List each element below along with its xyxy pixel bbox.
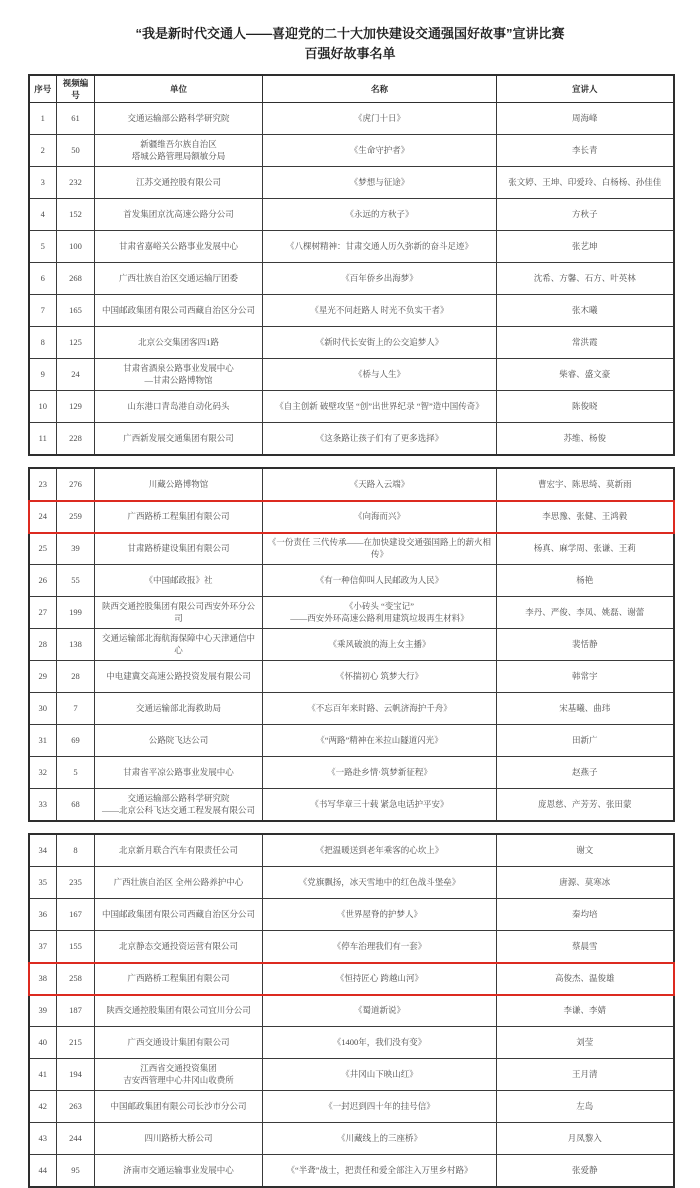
table-row: [29, 199, 674, 231]
cell-video-no: 100: [57, 231, 95, 263]
cell-unit: 广西路桥工程集团有限公司: [95, 963, 263, 995]
cell-story-title: 《永远的方秋子》: [263, 199, 497, 231]
cell-unit: 交通运输部北海航海保障中心天津通信中心: [95, 629, 263, 661]
cell-story-title: 《恒持匠心 跨越山河》: [263, 963, 497, 995]
cell-speaker: 杨真、麻学周、张谦、王莉: [497, 533, 674, 565]
cell-unit: 北京公交集团客四1路: [95, 327, 263, 359]
cell-seq-no: 1: [29, 103, 57, 135]
cell-seq-no: 41: [29, 1059, 57, 1091]
cell-video-no: 55: [57, 565, 95, 597]
cell-speaker: 张艺坤: [497, 231, 674, 263]
table-row: [29, 263, 674, 295]
cell-story-title: 《自主创新 破壁攻坚 “创”出世界纪录 “智”造中国传奇》: [263, 391, 497, 423]
table-row: [29, 789, 674, 822]
cell-story-title: 《书写华章三十载 紧急电话护平安》: [263, 789, 497, 822]
cell-seq-no: 29: [29, 661, 57, 693]
cell-video-no: 258: [57, 963, 95, 995]
cell-speaker: 张木曦: [497, 295, 674, 327]
table-row: [29, 103, 674, 135]
table-row: [29, 231, 674, 263]
table-row: [29, 1059, 674, 1091]
cell-story-title: 《新时代长安街上的公交追梦人》: [263, 327, 497, 359]
cell-video-no: 215: [57, 1027, 95, 1059]
cell-story-title: 《星光不问赶路人 时光不负实干者》: [263, 295, 497, 327]
cell-story-title: 《停车治理我们有一套》: [263, 931, 497, 963]
cell-speaker: 李思豫、张健、王鸿毅: [497, 501, 674, 533]
table-row: [29, 661, 674, 693]
cell-video-no: 50: [57, 135, 95, 167]
cell-unit: 首发集团京沈高速公路分公司: [95, 199, 263, 231]
cell-unit: 交通运输部北海救助局: [95, 693, 263, 725]
cell-speaker: 唐源、莫寒冰: [497, 867, 674, 899]
cell-unit: 中国邮政集团有限公司长沙市分公司: [95, 1091, 263, 1123]
cell-unit: 交通运输部公路科学研究院 ——北京公科飞达交通工程发展有限公司: [95, 789, 263, 822]
cell-video-no: 152: [57, 199, 95, 231]
cell-story-title: 《川藏线上的三座桥》: [263, 1123, 497, 1155]
cell-seq-no: 43: [29, 1123, 57, 1155]
cell-unit: 江西省交通投资集团 吉安西管理中心井冈山收费所: [95, 1059, 263, 1091]
table-row: [29, 391, 674, 423]
cell-seq-no: 7: [29, 295, 57, 327]
cell-seq-no: 11: [29, 423, 57, 456]
header-cell-video-no: 视频编号: [57, 75, 95, 103]
cell-unit: 江苏交通控股有限公司: [95, 167, 263, 199]
highlighted-table-row: [29, 963, 674, 995]
cell-speaker: 杨艳: [497, 565, 674, 597]
cell-story-title: 《这条路让孩子们有了更多选择》: [263, 423, 497, 456]
cell-story-title: 《“半聋”战士，把责任和爱全部注入万里乡村路》: [263, 1155, 497, 1188]
cell-video-no: 244: [57, 1123, 95, 1155]
cell-story-title: 《天路入云端》: [263, 468, 497, 501]
table-row: [29, 899, 674, 931]
cell-speaker: 韩常宇: [497, 661, 674, 693]
cell-video-no: 95: [57, 1155, 95, 1188]
cell-video-no: 8: [57, 834, 95, 867]
cell-speaker: 刘莹: [497, 1027, 674, 1059]
table-row: [29, 834, 674, 867]
cell-video-no: 61: [57, 103, 95, 135]
cell-video-no: 7: [57, 693, 95, 725]
header-cell-speaker: 宣讲人: [497, 75, 674, 103]
cell-unit: 甘肃省平凉公路事业发展中心: [95, 757, 263, 789]
cell-unit: 北京新月联合汽车有限责任公司: [95, 834, 263, 867]
cell-unit: 甘肃路桥建设集团有限公司: [95, 533, 263, 565]
roster-tables-container: [28, 74, 673, 1188]
cell-video-no: 276: [57, 468, 95, 501]
cell-seq-no: 36: [29, 899, 57, 931]
cell-seq-no: 26: [29, 565, 57, 597]
header-row: [29, 75, 674, 103]
cell-unit: 中国邮政集团有限公司西藏自治区分公司: [95, 295, 263, 327]
cell-seq-no: 30: [29, 693, 57, 725]
cell-speaker: 周海峰: [497, 103, 674, 135]
cell-story-title: 《井冈山下映山红》: [263, 1059, 497, 1091]
cell-story-title: 《把温暖送到老年乘客的心坎上》: [263, 834, 497, 867]
cell-unit: 交通运输部公路科学研究院: [95, 103, 263, 135]
cell-story-title: 《虎门十日》: [263, 103, 497, 135]
cell-seq-no: 23: [29, 468, 57, 501]
table-row: [29, 597, 674, 629]
cell-seq-no: 3: [29, 167, 57, 199]
cell-seq-no: 8: [29, 327, 57, 359]
cell-unit: 甘肃省嘉峪关公路事业发展中心: [95, 231, 263, 263]
cell-unit: 中电建冀交高速公路投资发展有限公司: [95, 661, 263, 693]
cell-video-no: 232: [57, 167, 95, 199]
table-row: [29, 995, 674, 1027]
cell-story-title: 《生命守护者》: [263, 135, 497, 167]
table-row: [29, 725, 674, 757]
cell-unit: 陕西交通控股集团有限公司西安外环分公司: [95, 597, 263, 629]
cell-video-no: 199: [57, 597, 95, 629]
cell-story-title: 《世界屋脊的护梦人》: [263, 899, 497, 931]
cell-seq-no: 24: [29, 501, 57, 533]
page-title-line2: 百强好故事名单: [304, 46, 396, 62]
roster-table-section-1: [28, 74, 675, 456]
cell-unit: 山东港口青岛港自动化码头: [95, 391, 263, 423]
cell-story-title: 《桥与人生》: [263, 359, 497, 391]
cell-unit: 新疆维吾尔族自治区 塔城公路管理局额敏分局: [95, 135, 263, 167]
cell-seq-no: 37: [29, 931, 57, 963]
cell-speaker: 方秋子: [497, 199, 674, 231]
cell-speaker: 蔡晨雪: [497, 931, 674, 963]
cell-unit: 公路院飞达公司: [95, 725, 263, 757]
cell-story-title: 《有一种信仰叫人民邮政为人民》: [263, 565, 497, 597]
cell-speaker: 苏维、杨俊: [497, 423, 674, 456]
cell-unit: 广西壮族自治区 全州公路养护中心: [95, 867, 263, 899]
cell-speaker: 常洪霞: [497, 327, 674, 359]
cell-video-no: 263: [57, 1091, 95, 1123]
cell-speaker: 高俊杰、温俊雄: [497, 963, 674, 995]
cell-unit: 陕西交通控股集团有限公司宜川分公司: [95, 995, 263, 1027]
cell-video-no: 24: [57, 359, 95, 391]
header-cell-seq-no: 序号: [29, 75, 57, 103]
cell-unit: 《中国邮政报》社: [95, 565, 263, 597]
cell-speaker: 裴恬静: [497, 629, 674, 661]
cell-video-no: 228: [57, 423, 95, 456]
highlighted-table-row: [29, 501, 674, 533]
cell-unit: 四川路桥大桥公司: [95, 1123, 263, 1155]
roster-table-section-2: [28, 467, 675, 822]
cell-seq-no: 44: [29, 1155, 57, 1188]
table-row: [29, 1155, 674, 1188]
cell-video-no: 155: [57, 931, 95, 963]
cell-video-no: 5: [57, 757, 95, 789]
table-row: [29, 423, 674, 456]
header-cell-story-title: 名称: [263, 75, 497, 103]
cell-seq-no: 4: [29, 199, 57, 231]
cell-video-no: 69: [57, 725, 95, 757]
cell-speaker: 秦均培: [497, 899, 674, 931]
page-title: [20, 24, 680, 64]
cell-speaker: 陈俊晓: [497, 391, 674, 423]
cell-seq-no: 25: [29, 533, 57, 565]
cell-seq-no: 2: [29, 135, 57, 167]
table-row: [29, 1091, 674, 1123]
table-row: [29, 295, 674, 327]
table-row: [29, 1027, 674, 1059]
cell-video-no: 28: [57, 661, 95, 693]
table-row: [29, 468, 674, 501]
cell-story-title: 《不忘百年来时路、云帆济海护千舟》: [263, 693, 497, 725]
roster-table-section-3: [28, 833, 675, 1188]
table-row: [29, 757, 674, 789]
table-row: [29, 359, 674, 391]
cell-seq-no: 40: [29, 1027, 57, 1059]
table-row: [29, 167, 674, 199]
cell-speaker: 沈希、方馨、石方、叶英林: [497, 263, 674, 295]
cell-video-no: 125: [57, 327, 95, 359]
cell-speaker: 柴睿、盛文豪: [497, 359, 674, 391]
cell-story-title: 《乘风破浪的海上女主播》: [263, 629, 497, 661]
cell-speaker: 张爱静: [497, 1155, 674, 1188]
cell-seq-no: 33: [29, 789, 57, 822]
cell-seq-no: 42: [29, 1091, 57, 1123]
page-title-line1: “我是新时代交通人——喜迎党的二十大加快建设交通强国好故事”宣讲比赛: [135, 26, 565, 41]
cell-story-title: 《一份责任 三代传承——在加快建设交通强国路上的薪火相传》: [263, 533, 497, 565]
cell-story-title: 《蜀道新说》: [263, 995, 497, 1027]
cell-seq-no: 27: [29, 597, 57, 629]
cell-seq-no: 32: [29, 757, 57, 789]
table-row: [29, 327, 674, 359]
table-row: [29, 565, 674, 597]
cell-unit: 中国邮政集团有限公司西藏自治区分公司: [95, 899, 263, 931]
cell-seq-no: 35: [29, 867, 57, 899]
table-row: [29, 135, 674, 167]
table-row: [29, 931, 674, 963]
cell-video-no: 235: [57, 867, 95, 899]
cell-story-title: 《八棵树精神：甘肃交通人历久弥新的奋斗足迹》: [263, 231, 497, 263]
cell-speaker: 月凤黎入: [497, 1123, 674, 1155]
cell-video-no: 268: [57, 263, 95, 295]
cell-story-title: 《一封迟到四十年的挂号信》: [263, 1091, 497, 1123]
cell-story-title: 《一路赴乡情·筑梦新征程》: [263, 757, 497, 789]
cell-seq-no: 6: [29, 263, 57, 295]
cell-unit: 甘肃省酒泉公路事业发展中心 —甘肃公路博物馆: [95, 359, 263, 391]
cell-story-title: 《怀揣初心 筑梦大行》: [263, 661, 497, 693]
table-row: [29, 533, 674, 565]
cell-story-title: 《党旗飘扬，冰天雪地中的红色战斗堡垒》: [263, 867, 497, 899]
cell-video-no: 39: [57, 533, 95, 565]
cell-seq-no: 5: [29, 231, 57, 263]
cell-seq-no: 10: [29, 391, 57, 423]
table-row: [29, 1123, 674, 1155]
cell-seq-no: 34: [29, 834, 57, 867]
cell-video-no: 129: [57, 391, 95, 423]
cell-speaker: 曹宏宇、陈思绮、莫新雨: [497, 468, 674, 501]
cell-story-title: 《“两路”精神在米拉山隧道闪光》: [263, 725, 497, 757]
cell-video-no: 68: [57, 789, 95, 822]
cell-speaker: 李丹、严俊、李凤、姚磊、谢蕾: [497, 597, 674, 629]
cell-seq-no: 38: [29, 963, 57, 995]
cell-speaker: 李长青: [497, 135, 674, 167]
cell-video-no: 167: [57, 899, 95, 931]
cell-video-no: 194: [57, 1059, 95, 1091]
cell-story-title: 《向海而兴》: [263, 501, 497, 533]
cell-unit: 北京静态交通投资运营有限公司: [95, 931, 263, 963]
header-cell-unit: 单位: [95, 75, 263, 103]
cell-speaker: 王月清: [497, 1059, 674, 1091]
cell-video-no: 259: [57, 501, 95, 533]
cell-seq-no: 39: [29, 995, 57, 1027]
cell-seq-no: 31: [29, 725, 57, 757]
cell-seq-no: 9: [29, 359, 57, 391]
table-row: [29, 693, 674, 725]
cell-video-no: 165: [57, 295, 95, 327]
table-row: [29, 629, 674, 661]
cell-speaker: 赵燕子: [497, 757, 674, 789]
cell-unit: 广西交通设计集团有限公司: [95, 1027, 263, 1059]
cell-speaker: 张文婷、王坤、印爱玲、白杨杨、孙佳佳: [497, 167, 674, 199]
cell-story-title: 《百年侨乡出海梦》: [263, 263, 497, 295]
cell-unit: 广西路桥工程集团有限公司: [95, 501, 263, 533]
cell-speaker: 田新广: [497, 725, 674, 757]
cell-speaker: 左岛: [497, 1091, 674, 1123]
cell-story-title: 《1400年，我们没有变》: [263, 1027, 497, 1059]
cell-unit: 济南市交通运输事业发展中心: [95, 1155, 263, 1188]
cell-video-no: 138: [57, 629, 95, 661]
cell-unit: 川藏公路博物馆: [95, 468, 263, 501]
cell-story-title: 《梦想与征途》: [263, 167, 497, 199]
cell-speaker: 李谦、李婧: [497, 995, 674, 1027]
cell-unit: 广西新发展交通集团有限公司: [95, 423, 263, 456]
table-row: [29, 867, 674, 899]
cell-unit: 广西壮族自治区交通运输厅团委: [95, 263, 263, 295]
cell-story-title: 《小砖头 “变宝记” ——西安外环高速公路利用建筑垃圾再生材料》: [263, 597, 497, 629]
cell-speaker: 谢文: [497, 834, 674, 867]
cell-seq-no: 28: [29, 629, 57, 661]
cell-speaker: 庞恩慈、产芳芳、张田蒙: [497, 789, 674, 822]
cell-speaker: 宋基曦、曲玮: [497, 693, 674, 725]
cell-video-no: 187: [57, 995, 95, 1027]
